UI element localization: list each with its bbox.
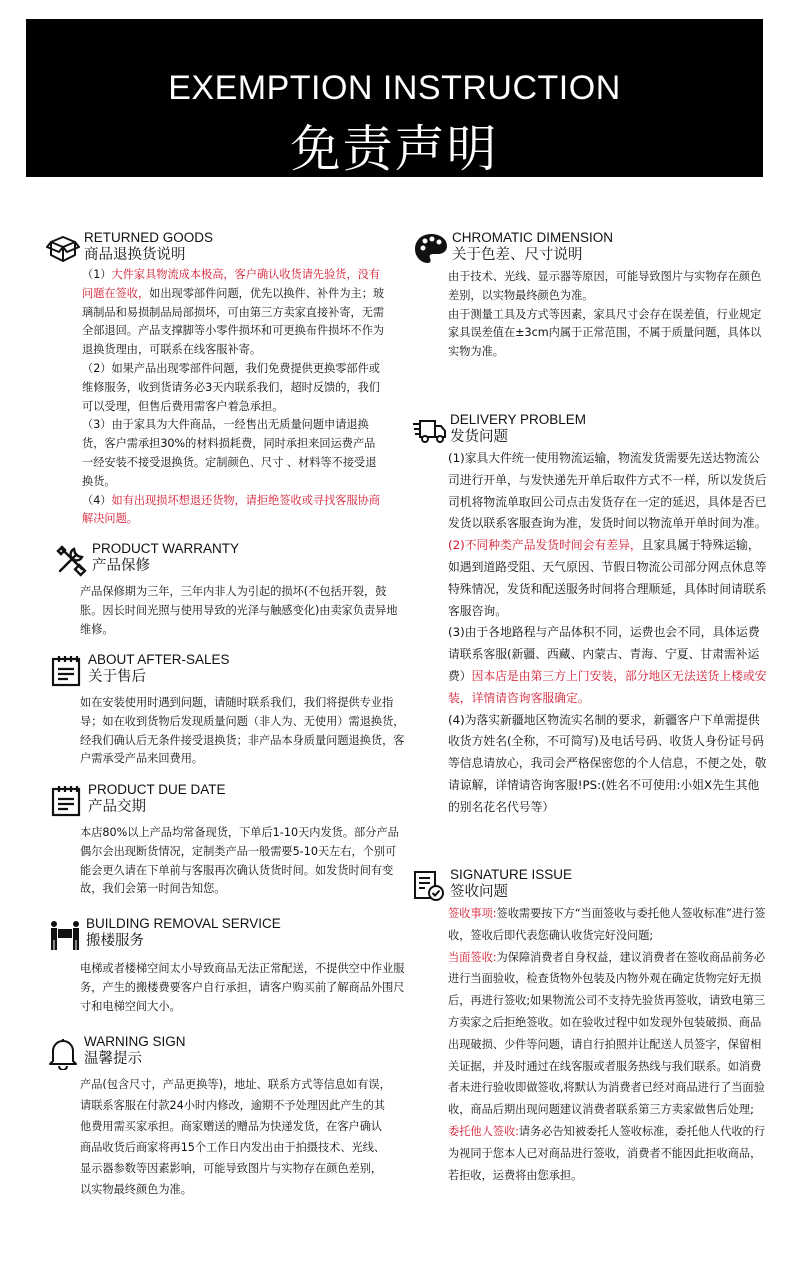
after-sales-text: 如在安装使用时遇到问题，请随时联系我们，我们将提供专业指导；如在收到货物后发现质量问题（非人为、无使用）需退换货，经我们确认后无条件接受退换货；非产品本身质量问题退换货，客户需承受产品来回费用。 bbox=[80, 696, 405, 766]
bell-icon bbox=[46, 1036, 80, 1070]
section-title-zh: 关于色差、尺寸说明 bbox=[452, 247, 583, 263]
section-title-en: PRODUCT WARRANTY bbox=[92, 541, 240, 556]
calendar-icon bbox=[50, 654, 84, 688]
banner-title-zh: 免责声明 bbox=[290, 120, 499, 178]
chromatic-section bbox=[414, 232, 770, 362]
section-title-en: WARNING SIGN bbox=[84, 1034, 186, 1049]
header-banner bbox=[26, 19, 763, 177]
product-warranty-section bbox=[54, 543, 404, 639]
warning-text: 产品(包含尺寸，产品更换等)，地址、联系方式等信息如有误，请联系客服在付款24小时内修改，逾期不予处理因此产生的其他费用需买家承担。商家赠送的赠品为快递发货，在客户确认商品收货后商家将再15个工作日内发出由于拍摄技术、光线、显示器参数等因素影响，可能导致图片与实物存在颜色差别，以实物最终颜色为准。 bbox=[80, 1078, 391, 1196]
section-title-zh: 产品交期 bbox=[88, 799, 146, 815]
palette-icon bbox=[414, 232, 448, 266]
chromatic-body bbox=[448, 268, 770, 362]
delivery-p2: (2)不同种类产品发货时间会有差异，且家具属于特殊运输，如遇到道路受阻、天气原因、节假日物流公司部分网点休息等特殊情况，发货和配送服务时间将合理顺延，具体时间请联系客服咨询。 bbox=[448, 538, 767, 618]
box-icon bbox=[46, 232, 80, 266]
warranty-text: 产品保修期为三年，三年内非人为引起的损坏(不包括开裂，鼓胀。因长时间光照与使用导致的光泽与触感变化)由卖家负责异地维修。 bbox=[80, 585, 398, 636]
returned-goods-body bbox=[82, 266, 386, 529]
signature-s1: 签收事项:签收需要按下方“当面签收与委托他人签收标准”进行签收，签收后即代表您确认收货完好没问题; bbox=[448, 907, 766, 942]
after-sales-section bbox=[50, 654, 406, 769]
section-title-zh: 关于售后 bbox=[88, 669, 146, 685]
section-title-zh: 签收问题 bbox=[450, 884, 508, 900]
delivery-body bbox=[448, 448, 770, 819]
section-title-en: ABOUT AFTER-SALES bbox=[88, 652, 230, 667]
due-date-text: 本店80%以上产品均常备现货，下单后1-10天内发货。部分产品偶尔会出现断货情况，定制类产品一般需要5-10天左右，个别可能会更久请在下单前与客服再次确认货货时间。如发货时间有变故，我们会第一时间告知您。 bbox=[80, 826, 399, 896]
banner-title-en: EXEMPTION INSTRUCTION bbox=[168, 69, 621, 107]
delivery-p4: (4)为落实新疆地区物流实名制的要求，新疆客户下单需提供收货方姓名(全称，不可简写)及电话号码、收货人身份证号码等信息请放心，我司会严格保密您的个人信息，不便之处，敬请谅解，详情请咨询客服!PS:(姓名不可使用:小姐X先生其他的别名花名代号等） bbox=[448, 712, 767, 814]
section-title-en: DELIVERY PROBLEM bbox=[450, 412, 587, 427]
section-title-zh: 温馨提示 bbox=[84, 1051, 142, 1067]
section-title-en: BUILDING REMOVAL SERVICE bbox=[86, 916, 281, 931]
returned-goods-section bbox=[46, 232, 386, 529]
section-title-zh: 搬楼服务 bbox=[86, 933, 144, 949]
section-title-zh: 产品保修 bbox=[92, 558, 150, 574]
delivery-p1: (1)家具大件统一使用物流运输，物流发货需要先送达物流公司进行开单，与发快递先开单后取件方式不一样，所以发货后司机将物流单取回公司点击发货存在一定的延迟，具体是否已发货以联系客服查询为准，发货时间以物流单开单时间为准。 bbox=[448, 451, 767, 531]
returned-p4: （4）如有出现损坏想退还货物，请拒绝签收或寻找客服协商解决问题。 bbox=[82, 493, 381, 526]
returned-p3: （3）由于家具为大件商品，一经售出无质量问题申请退换货，客户需承担30%的材料损耗费，同时承担来回运费产品一经安装不接受退换货。定制颜色、尺寸 、材料等不接受退换货。 bbox=[82, 418, 377, 488]
chromatic-p1: 由于技术、光线、显示器等原因，可能导致图片与实物存在颜色差别，以实物最终颜色为准。 bbox=[448, 270, 762, 302]
section-title-en: SIGNATURE ISSUE bbox=[450, 867, 573, 882]
section-title-en: PRODUCT DUE DATE bbox=[88, 782, 226, 797]
delivery-section bbox=[412, 414, 772, 819]
chromatic-p2: 由于测量工具及方式等因素，家具尺寸会存在误差值，行业规定家具误差值在±3cm内属于正常范围，不属于质量问题，具体以实物为准。 bbox=[448, 307, 762, 359]
building-removal-text: 电梯或者楼梯空间太小导致商品无法正常配送，不提供空中作业服务，产生的搬楼费要客户自行承担，请客户购买前了解商品外围尺寸和电梯空间大小。 bbox=[80, 962, 405, 1013]
tools-icon bbox=[54, 543, 88, 577]
signature-body bbox=[448, 903, 772, 1186]
section-title-en: RETURNED GOODS bbox=[84, 230, 214, 245]
checklist-icon bbox=[412, 869, 446, 903]
warning-section bbox=[46, 1036, 392, 1200]
section-title-en: CHROMATIC DIMENSION bbox=[452, 230, 613, 245]
calendar-icon bbox=[50, 784, 84, 818]
returned-p1: （1）大件家具物流成本极高，客户确认收货请先验货，没有问题在签收，如出现零部件问题，优先以换件、补件为主；玻璃制品和易损制品局部损坏，可由第三方卖家直接补寄，无需全部退回。产品支撑脚等小零件损坏和可更换布件损坏不作为退换货理由，可联系在线客服补寄。 bbox=[82, 268, 385, 357]
signature-section bbox=[412, 869, 772, 1186]
signature-s2: 当面签收:为保障消费者自身权益，建议消费者在签收商品前务必进行当面验收，检查货物外包装及内物外观在确定货物完好无损后，再进行签收;如果物流公司不支持先验货再签收，请致电第三方卖家之后拒绝签收。如在验收过程中如发现外包装破损、商品出现破损、少件等问题，请自行拍照并让配送人员签字，保留相关证据，并及时通过在线客服或者服务热线与我们联系。如消费者未进行验收即做签收,将默认为消费者已经对商品进行了当面验收，商品后期出现问题建议消费者联系第三方卖家做售后处理; bbox=[448, 950, 766, 1117]
signature-s3: 委托他人签收:请务必告知被委托人签收标准，委托他人代收的行为视同于您本人已对商品进行签收，消费者不能因此拒收商品，若拒收，运费将由您承担。 bbox=[448, 1124, 766, 1182]
returned-p2: （2）如果产品出现零部件问题，我们免费提供更换零部件或维修服务，收到货请务必3天内联系我们，超时反馈的，我们可以受理，但售后费用需客户着急承担。 bbox=[82, 361, 380, 413]
section-title-zh: 商品退换货说明 bbox=[84, 247, 186, 263]
building-removal-section bbox=[48, 918, 406, 1016]
delivery-p3: (3)由于各地路程与产品体积不同，运费也会不同，具体运费请联系客服(新疆、西藏、内蒙古、青海、宁夏、甘肃需补运费）因本店是由第三方上门安装，部分地区无法送货上楼或安装，详情请咨询客服确定。 bbox=[448, 625, 767, 705]
section-title-zh: 发货问题 bbox=[450, 429, 508, 445]
due-date-section bbox=[50, 784, 406, 899]
truck-icon bbox=[412, 414, 446, 448]
movers-icon bbox=[48, 918, 82, 952]
